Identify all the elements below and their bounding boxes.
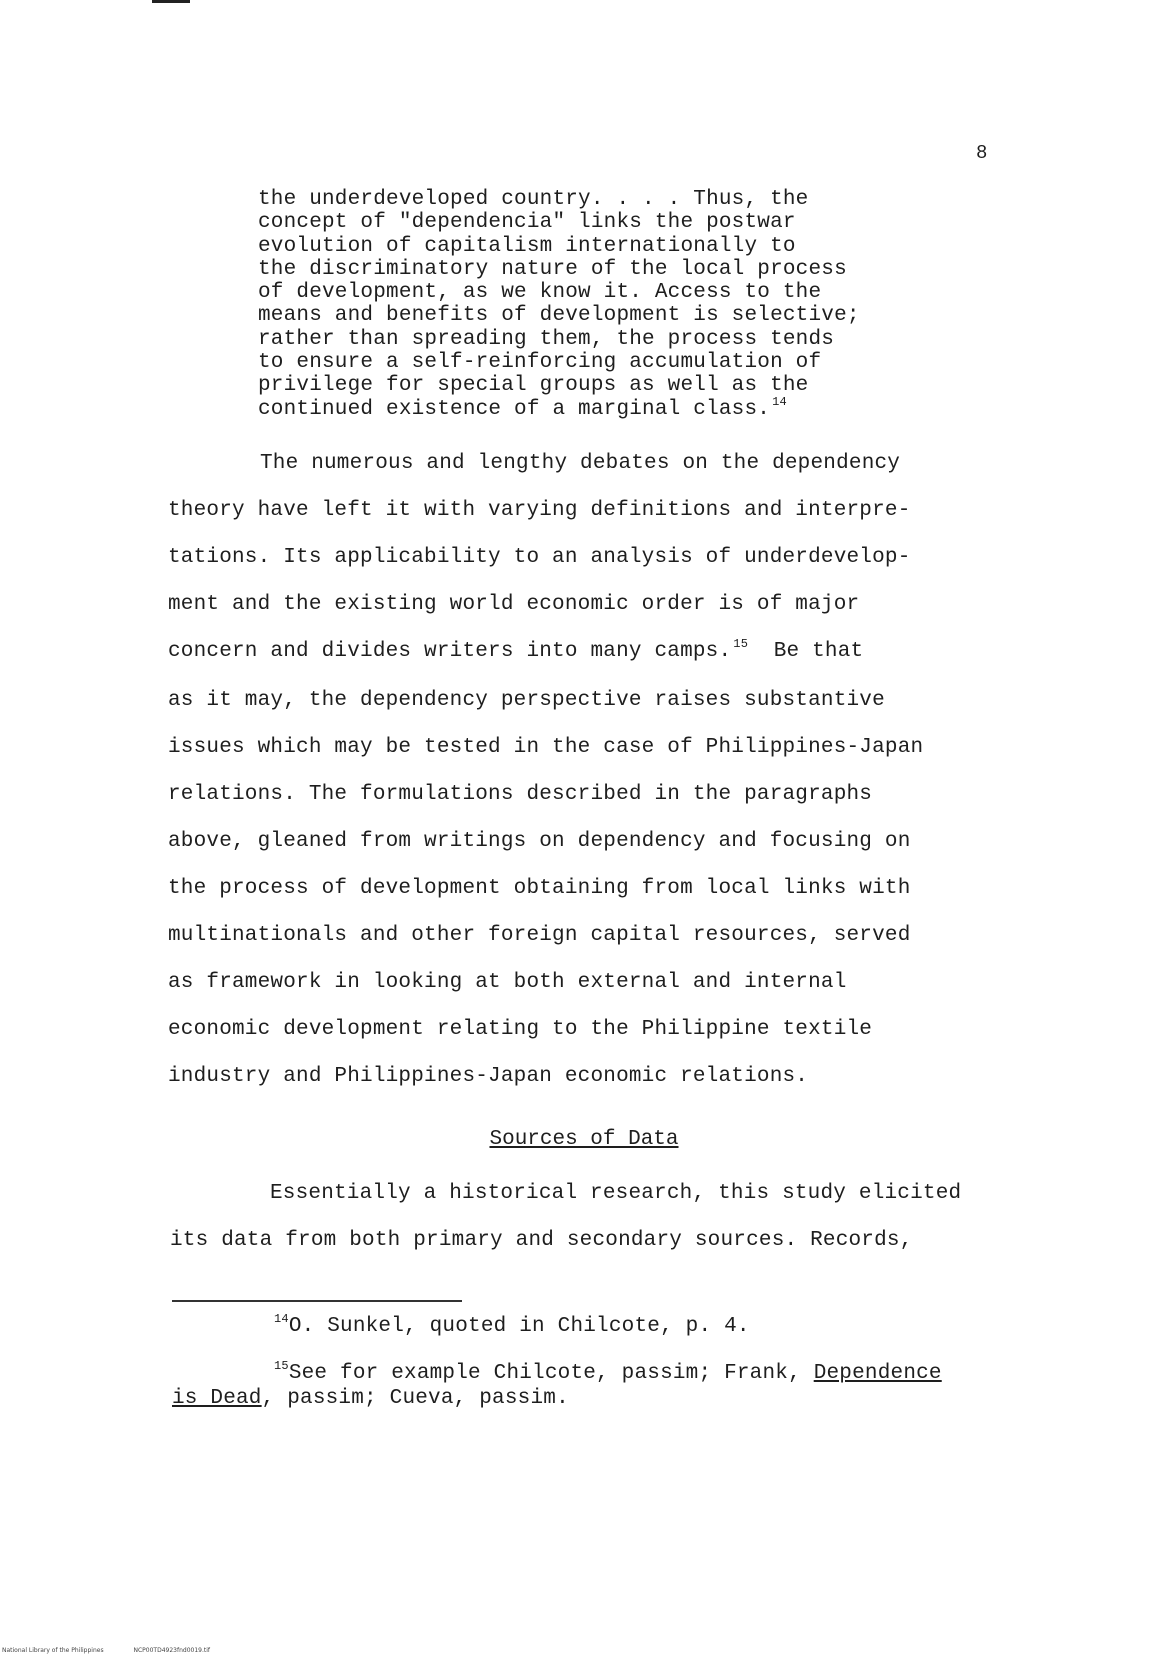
footnote-line [172,1387,1072,1411]
quote-line: the underdeveloped country. . . . Thus, the [258,188,809,211]
book-title: is Dead [172,1387,262,1410]
paragraph-line: the process of development obtaining from local links with [168,877,911,900]
quote-line: concept of "dependencia" links the postwar [258,211,796,235]
section-heading-text: Sources of Data [489,1128,679,1151]
paragraph-line: theory have left it with varying definitions and interpre- [168,499,911,522]
sources-paragraph [170,1170,1070,1264]
paragraph-line: above, gleaned from writings on dependency and focusing on [168,830,911,853]
footnotes [172,1312,1072,1411]
scan-file-id: NCP00TD4923fnd0019.tif [133,1647,211,1654]
dependency-paragraph [168,440,1068,1100]
paragraph-line: The numerous and lengthy debates on the dependency [260,452,901,475]
block-quote [258,188,978,423]
paragraph-line: issues which may be tested in the case of Philippines-Japan [168,736,924,759]
scan-edge-mark [152,0,190,3]
book-title: Dependence [813,1362,942,1385]
footnote-ref-15: 15 [733,637,749,651]
quote-line: evolution of capitalism internationally to [258,234,796,258]
quote-line: privilege for special groups as well as the [258,374,809,398]
page-number: 8 [976,142,988,164]
paragraph-line: economic development relating to the Philippine textile [168,1018,873,1041]
paragraph-line: ment and the existing world economic order is of major [168,593,860,616]
quote-line-text: continued existence of a marginal class. [258,397,771,421]
footnote-text: O. Sunkel, quoted in Chilcote, p. 4. [288,1315,750,1338]
quote-line: the discriminatory nature of the local process [258,257,847,281]
paragraph-line: relations. The formulations described in the paragraphs [168,783,873,806]
footnote-number: 14 [274,1312,289,1326]
paragraph-line: tations. Its applicability to an analysis of underdevelop- [168,546,911,569]
quote-line: rather than spreading them, the process tends [258,327,835,351]
paragraph-line: multinationals and other foreign capital resources, served [168,924,911,947]
paragraph-line: Essentially a historical research, this study elicited [270,1182,962,1205]
paragraph-line-text: Be that [748,640,864,663]
footnote-text: , passim; Cueva, passim. [261,1387,569,1410]
footnote-15 [172,1359,1072,1411]
paragraph-line-text: concern and divides writers into many camps. [168,640,732,663]
paragraph-line [168,628,1068,677]
paragraph-line: its data from both primary and secondary sources. Records, [170,1229,913,1252]
footnote-14 [172,1312,1072,1340]
archive-footer [2,1647,238,1654]
footnote-line [172,1359,1072,1387]
section-heading [0,1128,1168,1151]
paragraph-line: industry and Philippines-Japan economic relations. [168,1065,809,1088]
footnote-ref-14: 14 [772,394,787,409]
footnote-text: See for example Chilcote, passim; Frank, [288,1362,814,1385]
paragraph-line: as framework in looking at both external and internal [168,971,847,994]
footnote-divider [172,1300,462,1302]
quote-line-last [258,394,978,423]
footnote-number: 15 [274,1359,289,1373]
quote-line: means and benefits of development is selective; [258,304,860,328]
footnote-line [172,1312,1072,1340]
library-name: National Library of the Philippines [2,1647,104,1654]
paragraph-line: as it may, the dependency perspective raises substantive [168,689,885,712]
quote-line: to ensure a self-reinforcing accumulation of [258,351,822,375]
quote-line: of development, as we know it. Access to the [258,281,822,305]
